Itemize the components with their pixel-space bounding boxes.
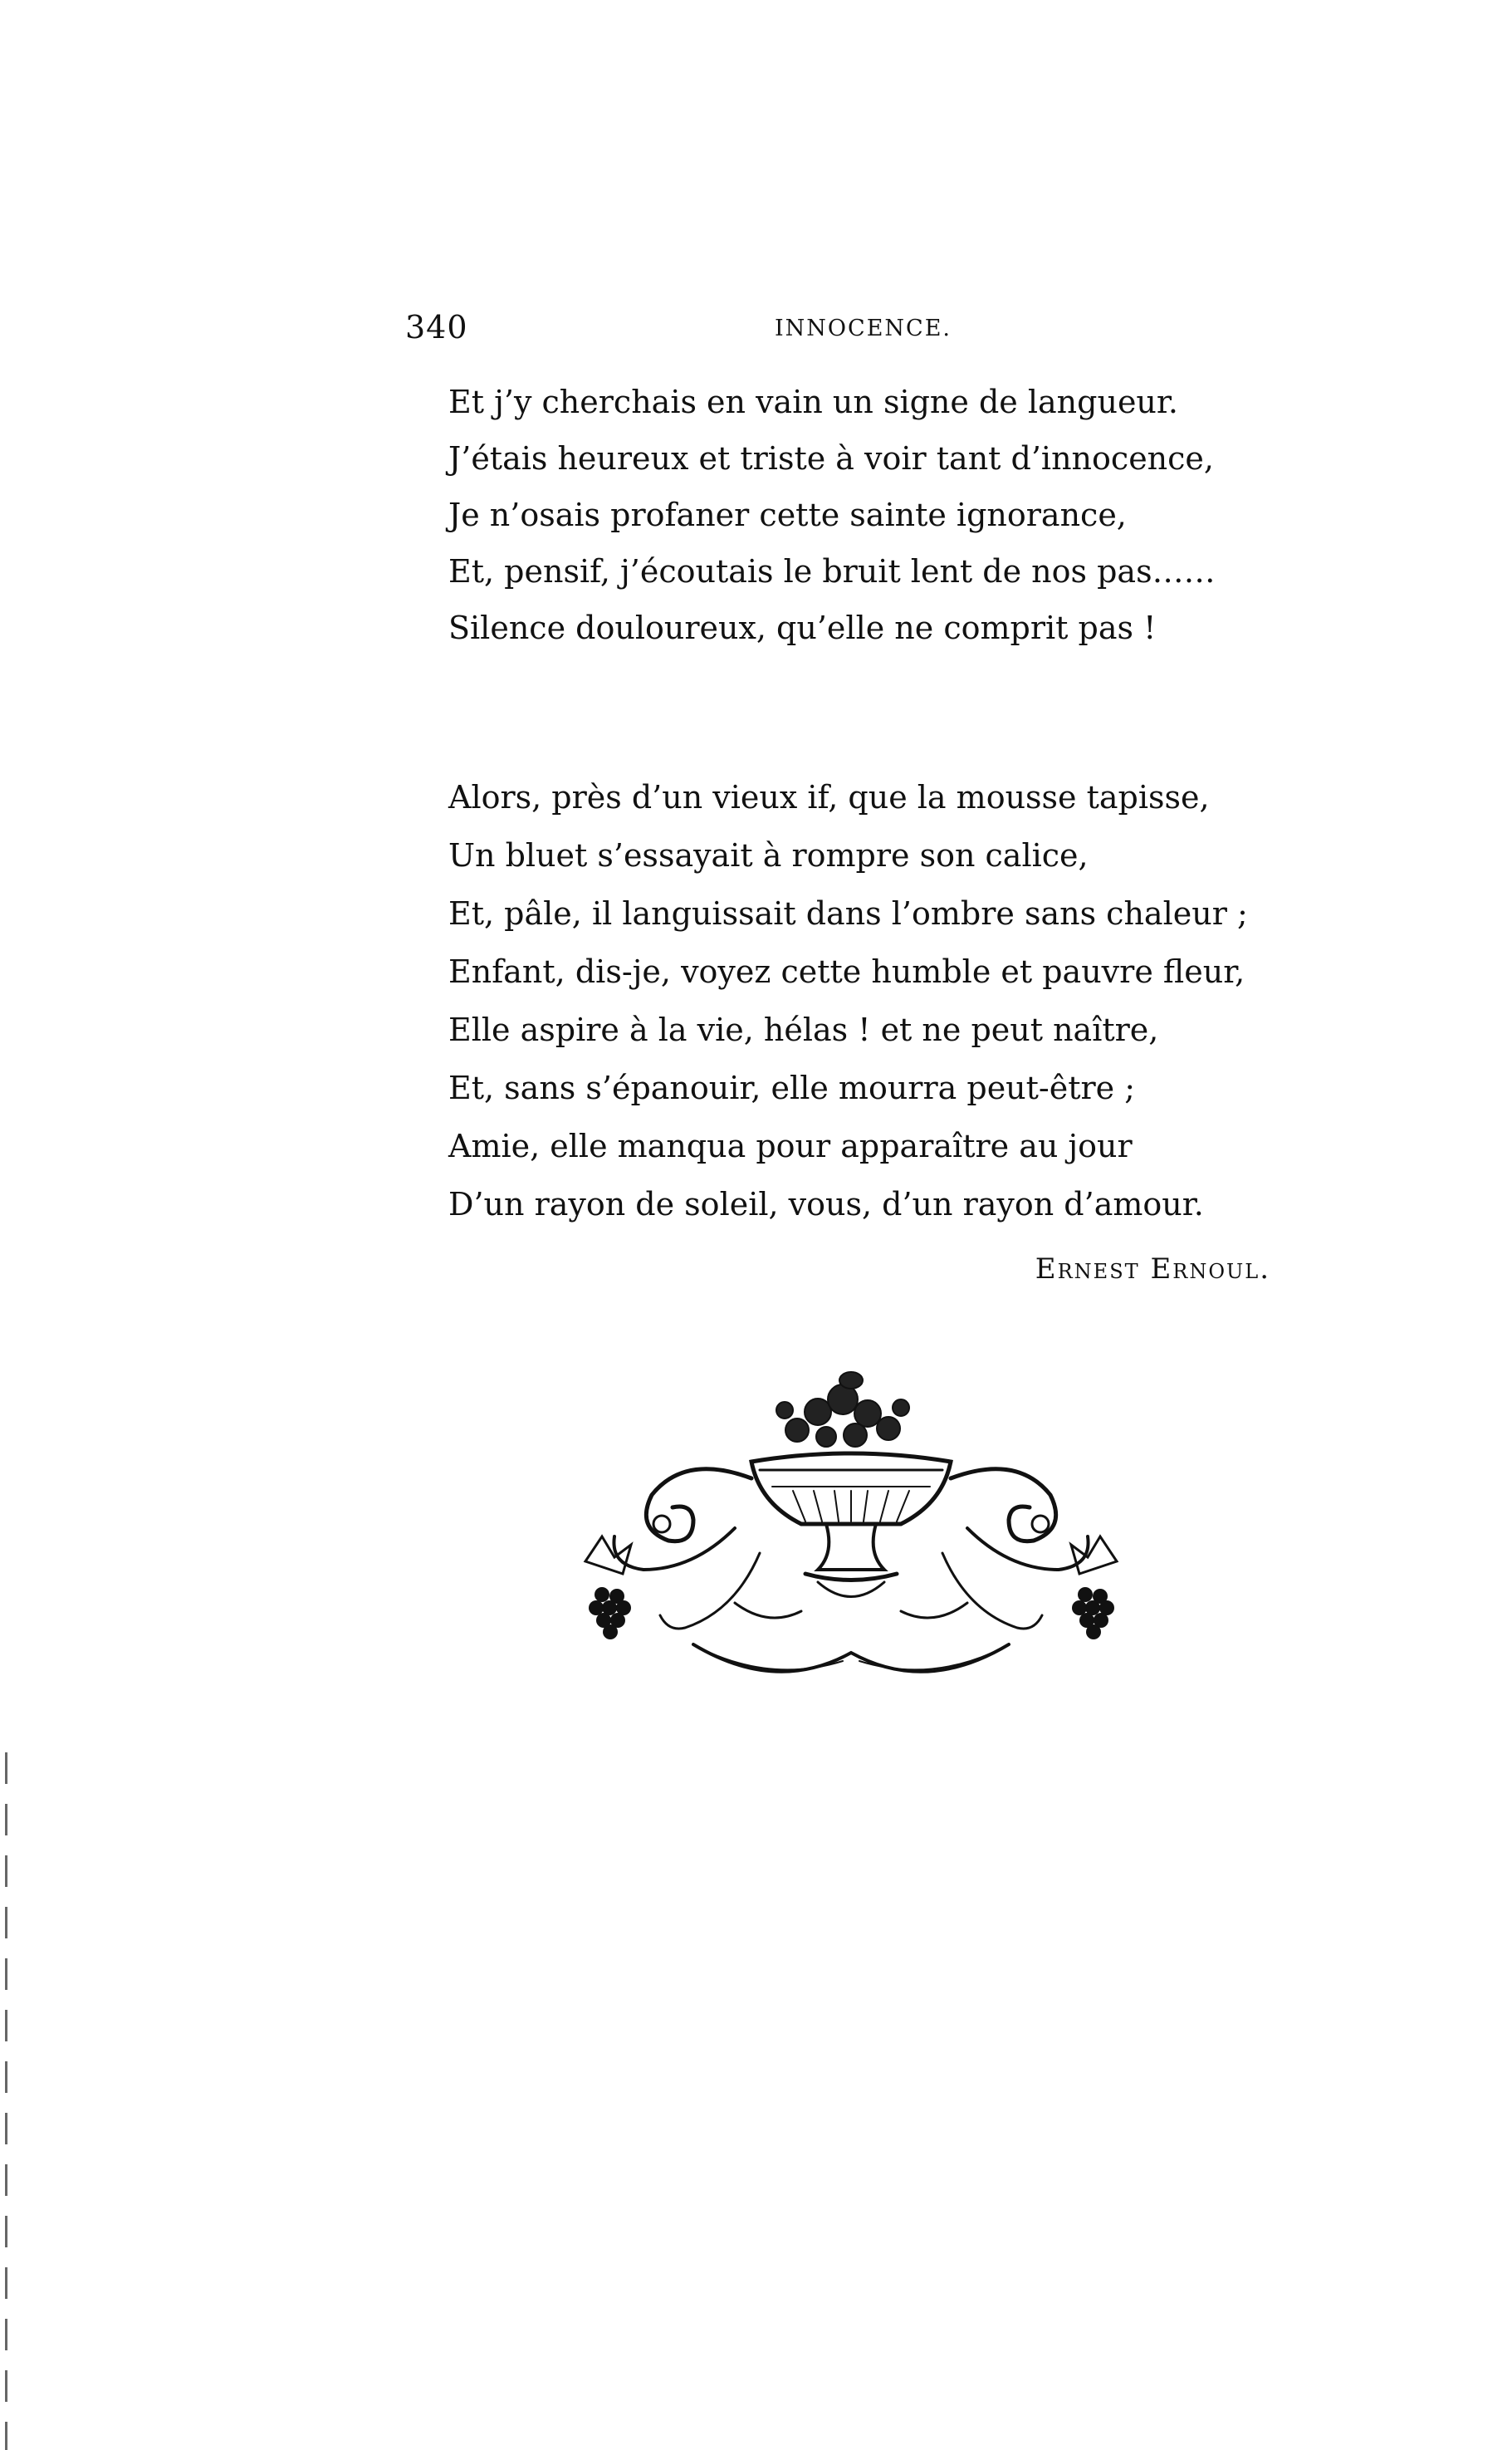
verse-line: Un bluet s’essayait à rompre son calice, xyxy=(448,837,1089,874)
running-title: INNOCENCE. xyxy=(775,316,952,341)
urn-ornament-icon xyxy=(569,1362,1133,1711)
verse-line: J’étais heureux et triste à voir tant d’innocence, xyxy=(448,440,1215,477)
stanza-1 xyxy=(448,374,1362,656)
verse-line: Silence douloureux, qu’elle ne comprit pas ! xyxy=(448,610,1157,646)
running-head xyxy=(405,309,1269,350)
verse-line: Je n’osais profaner cette sainte ignorance, xyxy=(448,497,1127,533)
verse-line: Et, pensif, j’écoutais le bruit lent de nos pas…… xyxy=(448,553,1216,590)
stanza-2 xyxy=(448,768,1362,1233)
author-signature: Ernest Ernoul. xyxy=(1035,1252,1270,1286)
verse-line: Elle aspire à la vie, hélas ! et ne peut naître, xyxy=(448,1012,1159,1048)
verse-line: Alors, près d’un vieux if, que la mousse tapisse, xyxy=(448,779,1210,816)
scan-margin-mark xyxy=(5,1752,7,2450)
page-number: 340 xyxy=(405,309,468,345)
verse-line: Et j’y cherchais en vain un signe de langueur. xyxy=(448,384,1178,420)
verse-line: Enfant, dis-je, voyez cette humble et pauvre fleur, xyxy=(448,953,1245,990)
verse-line: Et, sans s’épanouir, elle mourra peut-être ; xyxy=(448,1070,1136,1106)
verse-line: Et, pâle, il languissait dans l’ombre sans chaleur ; xyxy=(448,895,1248,932)
verse-line: Amie, elle manqua pour apparaître au jour xyxy=(448,1128,1133,1164)
verse-line: D’un rayon de soleil, vous, d’un rayon d’amour. xyxy=(448,1186,1204,1223)
